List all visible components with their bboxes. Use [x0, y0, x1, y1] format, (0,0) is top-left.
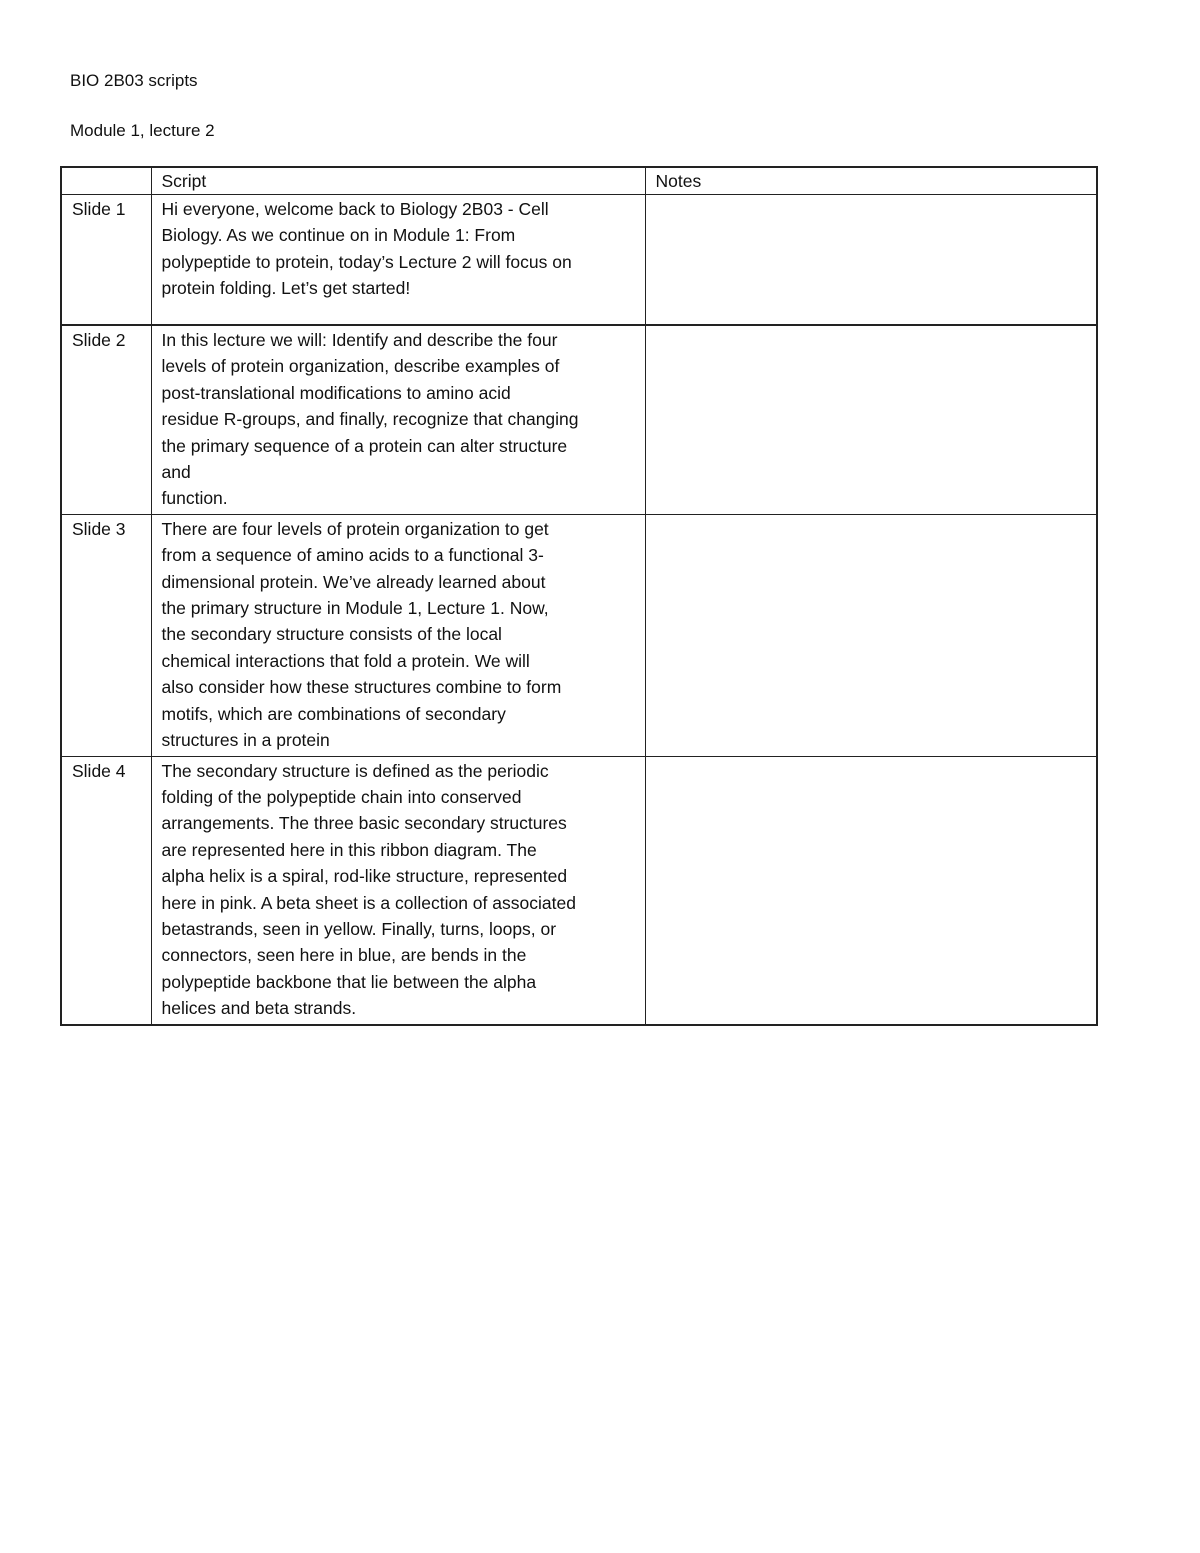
notes-cell[interactable] — [645, 514, 1097, 756]
notes-cell[interactable] — [645, 195, 1097, 326]
document-title: BIO 2B03 scripts — [70, 71, 198, 90]
script-table — [60, 166, 1098, 1026]
notes-cell[interactable] — [645, 756, 1097, 1025]
script-cell: There are four levels of protein organization to get from a sequence of amino acids to a functional 3- dimensional protein. We’ve already learned about the primary structure in Module 1, Lecture 1. Now, the secondary structure consists of the local chemical interactions that fold a protein. We will also consider how these structures combine to form motifs, which are combinations of secondary structures in a protein — [151, 514, 645, 756]
script-cell: The secondary structure is defined as the periodic folding of the polypeptide chain into conserved arrangements. The three basic secondary structures are represented here in this ribbon diagram. The alpha helix is a spiral, rod-like structure, represented here in pink. A beta sheet is a collection of associated betastrands, seen in yellow. Finally, turns, loops, or connectors, seen here in blue, are bends in the polypeptide backbone that lie between the alpha helices and beta strands. — [151, 756, 645, 1025]
script-cell: Hi everyone, welcome back to Biology 2B03 - Cell Biology. As we continue on in Module 1: From polypeptide to protein, today’s Lecture 2 will focus on protein folding. Let’s get started! — [151, 195, 645, 326]
slide-label: Slide 4 — [61, 756, 151, 1025]
table-row — [61, 325, 1097, 514]
slide-label: Slide 2 — [61, 325, 151, 514]
table-row — [61, 514, 1097, 756]
table-header-row — [61, 167, 1097, 195]
table-row — [61, 756, 1097, 1025]
table-row — [61, 195, 1097, 326]
header-script: Script — [151, 167, 645, 195]
script-cell: In this lecture we will: Identify and describe the four levels of protein organization, describe examples of post-translational modifications to amino acid residue R-groups, and finally, recognize that changing the primary sequence of a protein can alter structure and function. — [151, 325, 645, 514]
notes-cell[interactable] — [645, 325, 1097, 514]
header-notes: Notes — [645, 167, 1097, 195]
header-slide — [61, 167, 151, 195]
document-subtitle: Module 1, lecture 2 — [70, 121, 215, 140]
slide-label: Slide 1 — [61, 195, 151, 326]
slide-label: Slide 3 — [61, 514, 151, 756]
